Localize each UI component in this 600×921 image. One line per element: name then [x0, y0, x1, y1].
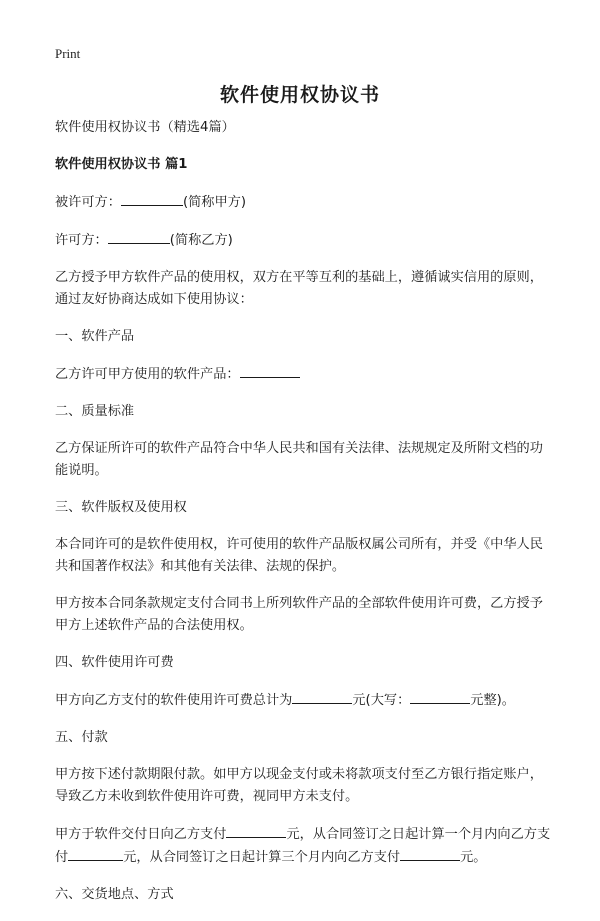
fee-amount-blank: [292, 689, 352, 704]
licensee-line: [55, 229, 555, 252]
section-5-text-1: 甲方按下述付款期限付款。如甲方以现金支付或未将款项支付至乙方银行指定账户，导致乙方未收到软件使用许可费，视同甲方未支付。: [55, 767, 543, 804]
payment-blank-1: [226, 823, 286, 838]
licensee-blank: [108, 229, 170, 244]
document-body: [55, 117, 555, 921]
licensor-line: [55, 191, 555, 214]
intro-paragraph: 乙方授予甲方软件产品的使用权，双方在平等互利的基础上，遵循诚实信用的原则，通过友好协商达成如下使用协议：: [55, 270, 543, 307]
licensee-label: 许可方：: [55, 233, 108, 248]
section-2-title: 二、质量标准: [55, 404, 135, 419]
section-3-title: 三、软件版权及使用权: [55, 500, 187, 515]
payment-part-c: 元，从合同签订之日起计算三个月内向乙方支付: [123, 850, 401, 865]
fee-mid: 元(大写：: [352, 693, 411, 708]
document-title: 软件使用权协议书: [219, 84, 380, 106]
section-1-title: 一、软件产品: [55, 329, 135, 344]
licensor-suffix: (简称甲方): [182, 195, 246, 210]
section-5-text-2: [55, 823, 555, 869]
section-3-text-1: 本合同许可的是软件使用权，许可使用的软件产品版权属公司所有，并受《中华人民共和国著作权法》和其他有关法律、法规的保护。: [55, 537, 543, 574]
licensor-blank: [121, 191, 183, 206]
licensee-suffix: (简称乙方): [169, 233, 233, 248]
section-4-text: [55, 689, 555, 712]
print-link[interactable]: Print: [55, 46, 81, 61]
section-1-label: 乙方许可甲方使用的软件产品：: [55, 367, 240, 382]
payment-blank-2: [68, 846, 123, 861]
section-1-text: [55, 363, 555, 386]
section-6-title: 六、交货地点、方式: [55, 887, 174, 902]
section-4-title: 四、软件使用许可费: [55, 655, 174, 670]
payment-part-d: 元。: [460, 850, 487, 865]
licensor-label: 被许可方：: [55, 195, 121, 210]
section-5-title: 五、付款: [55, 730, 108, 745]
section-2-text: 乙方保证所许可的软件产品符合中华人民共和国有关法律、法规规定及所附文档的功能说明。: [55, 441, 543, 478]
section-3-text-2: 甲方按本合同条款规定支付合同书上所列软件产品的全部软件使用许可费，乙方授予甲方上述软件产品的合法使用权。: [55, 596, 543, 633]
payment-part-b: 元，从合同签订之日起计算一个月内向乙方支付: [55, 827, 551, 865]
payment-part-a: 甲方于软件交付日向乙方支付: [55, 827, 227, 842]
article-heading: 软件使用权协议书 篇1: [55, 157, 188, 172]
fee-prefix: 甲方向乙方支付的软件使用许可费总计为: [55, 693, 293, 708]
payment-blank-3: [400, 846, 460, 861]
fee-suffix: 元整)。: [470, 693, 515, 708]
document-subtitle: 软件使用权协议书（精选4篇）: [55, 120, 235, 135]
fee-words-blank: [410, 689, 470, 704]
product-blank: [240, 363, 300, 378]
